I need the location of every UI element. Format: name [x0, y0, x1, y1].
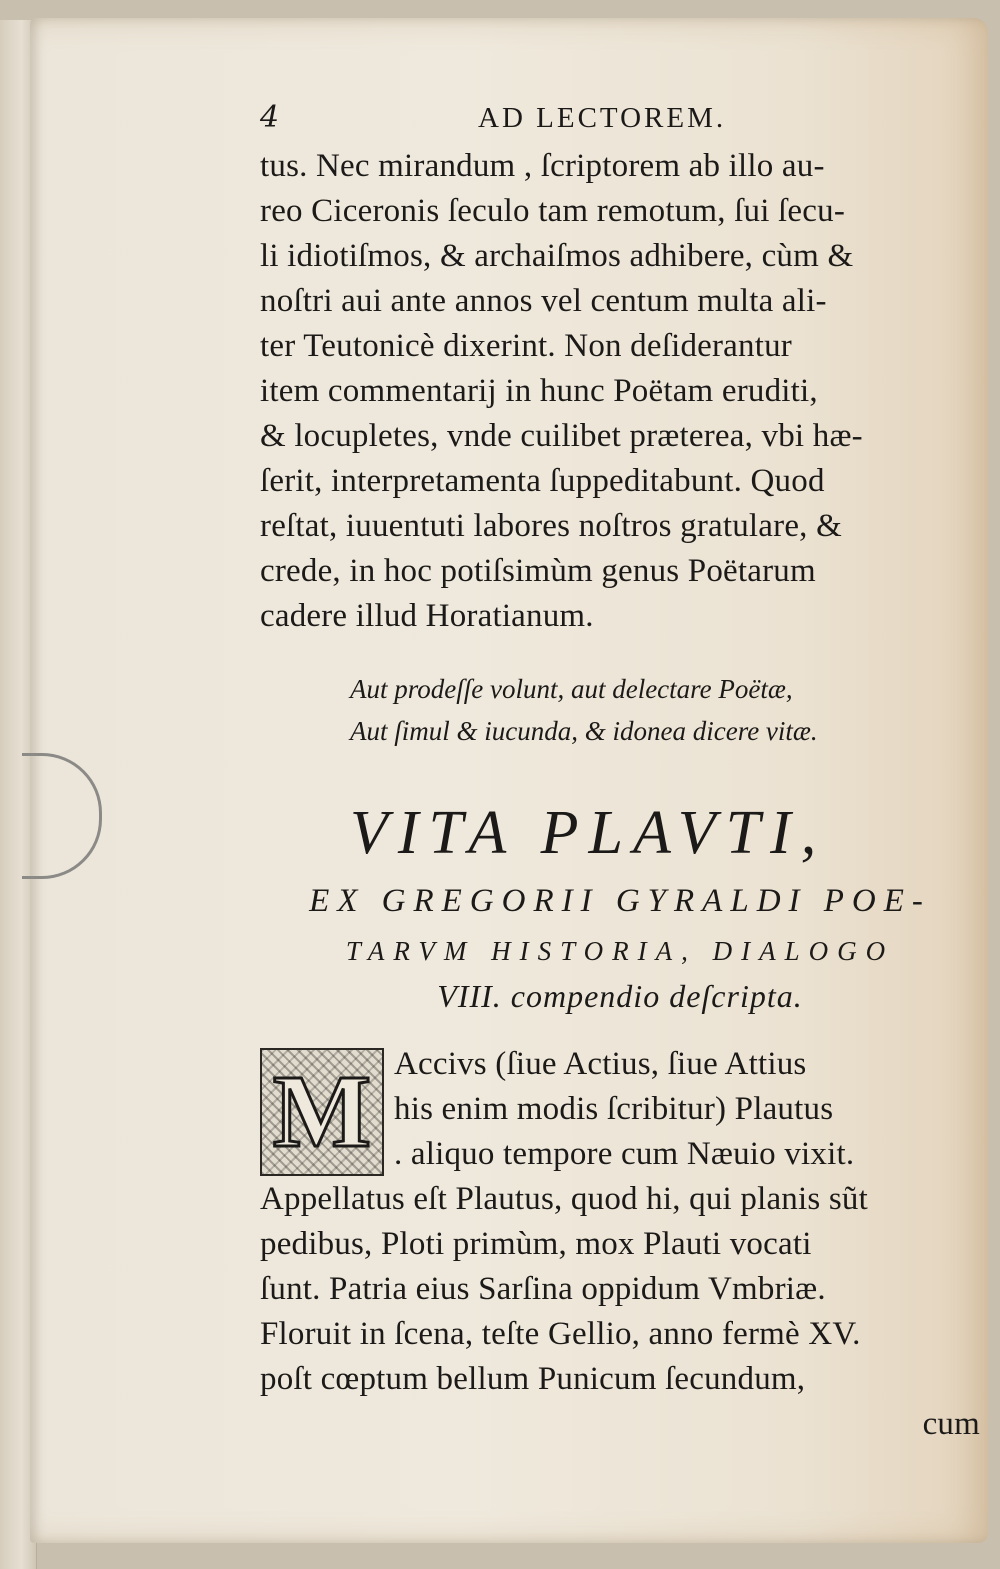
horace-quotation: [350, 668, 970, 752]
text-line: ter Teutonicè dixerint. Non deſiderantur: [260, 328, 792, 364]
text-line: ſerit, interpretamenta ſuppeditabunt. Quod: [260, 463, 825, 499]
section-subtitle: VIII. compendio deſcripta.: [437, 978, 803, 1014]
verse-line: Aut ſimul & iucunda, & idonea dicere vitæ.: [350, 716, 818, 746]
section-title: VITA PLAVTI,: [350, 799, 827, 867]
catchword: cum: [922, 1406, 980, 1442]
text-line: & locupletes, vnde cuilibet præterea, vbi hæ-: [260, 418, 863, 454]
text-line: crede, in hoc potiſsimùm genus Poëtarum: [260, 553, 816, 589]
text-line: cadere illud Horatianum.: [260, 598, 594, 634]
text-line: Appellatus eſt Plautus, quod hi, qui planis sũt: [260, 1181, 868, 1217]
verse-line: Aut prodeſſe volunt, aut delectare Poëtæ,: [350, 674, 793, 704]
running-header: [226, 100, 996, 140]
text-line: reo Ciceronis ſeculo tam remotum, ſui ſecu-: [260, 193, 846, 229]
text-line: tus. Nec mirandum , ſcriptorem ab illo au-: [260, 148, 825, 184]
text-line: poſt cœptum bellum Punicum ſecundum,: [260, 1361, 806, 1397]
paragraph-2: [260, 1042, 990, 1447]
paper-clip: [22, 753, 102, 879]
text-line: reſtat, iuuentuti labores noſtros gratulare, &: [260, 508, 842, 544]
text-line: pedibus, Ploti primùm, mox Plauti vocati: [260, 1226, 812, 1262]
paragraph-1: [260, 144, 990, 639]
section-subtitle: TARVM HISTORIA, DIALOGO: [345, 936, 895, 966]
text-line: li idiotiſmos, & archaiſmos adhibere, cùm &: [260, 238, 854, 274]
text-line: Accivs (ſiue Actius, ſiue Attius: [394, 1046, 807, 1082]
text-line: Floruit in ſcena, teſte Gellio, anno fermè XV.: [260, 1316, 861, 1352]
section-subtitle: EX GREGORII GYRALDI POE-: [309, 883, 931, 919]
text-line: item commentarij in hunc Poëtam eruditi,: [260, 373, 818, 409]
text-line: noſtri aui ante annos vel centum multa ali-: [260, 283, 827, 319]
page-number: 4: [260, 100, 280, 135]
initial-letter: M: [272, 1054, 372, 1169]
text-line: his enim modis ſcribitur) Plautus: [394, 1091, 834, 1127]
book-page: [30, 18, 988, 1543]
running-title: AD LECTOREM.: [478, 102, 727, 134]
text-line: ſunt. Patria eius Sarſina oppidum Vmbriæ.: [260, 1271, 826, 1307]
text-line: . aliquo tempore cum Næuio vixit.: [394, 1136, 855, 1172]
